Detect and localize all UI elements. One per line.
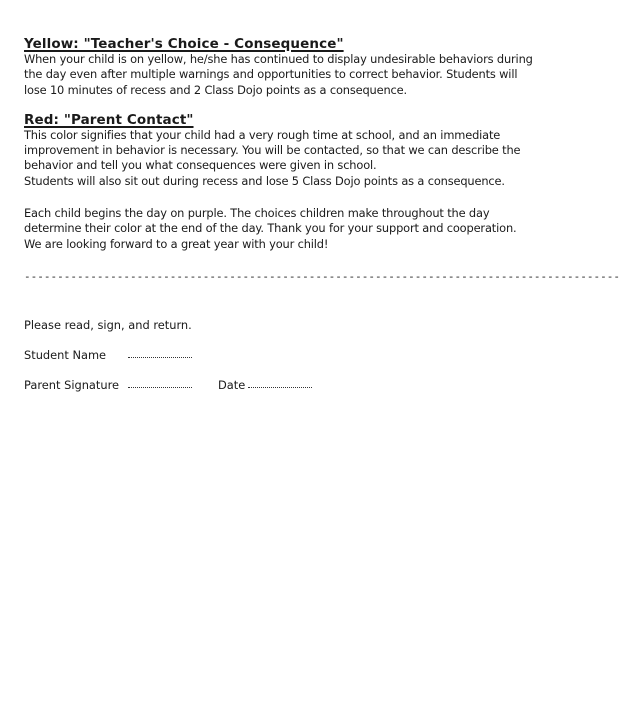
red-consequence: Students will also sit out during recess and lose 5 Class Dojo points as a consequence. [24, 173, 505, 188]
red-heading: Red: "Parent Contact" [24, 111, 194, 128]
closing-paragraph: Each child begins the day on purple. The choices children make throughout the day determine their color at the end of the day. Thank you for your support and cooperation. We are looking forward to a great year with your child! [24, 206, 517, 251]
student-name-field[interactable] [128, 347, 192, 361]
instruction-row [24, 318, 536, 348]
letter-body [24, 36, 536, 252]
cut-line-divider: ------------------------------------------------------------------------------------------ [24, 270, 620, 283]
signature-row [24, 378, 536, 408]
red-section [24, 112, 536, 189]
parent-signature-label: Parent Signature [24, 378, 120, 392]
student-name-row [24, 348, 536, 378]
date-field[interactable] [248, 377, 312, 391]
return-instruction: Please read, sign, and return. [24, 318, 192, 332]
red-description: This color signifies that your child had a very rough time at school, and an immediate improvement in behavior is necessary. You will be contacted, so that we can describe the behavior and tell you what consequences were given in school. [24, 127, 521, 173]
return-slip [24, 318, 536, 408]
yellow-section [24, 36, 536, 98]
yellow-description: When your child is on yellow, he/she has continued to display undesirable behaviors during the day even after multiple warnings and opportunities to correct behavior. Students will lose 10 minutes of recess and 2 Class Dojo points as a consequence. [24, 52, 533, 97]
student-name-label: Student Name [24, 348, 107, 362]
closing-section [24, 206, 536, 252]
parent-signature-field[interactable] [128, 377, 192, 391]
yellow-heading: Yellow: "Teacher's Choice - Consequence" [24, 36, 344, 52]
date-label: Date [218, 378, 246, 392]
